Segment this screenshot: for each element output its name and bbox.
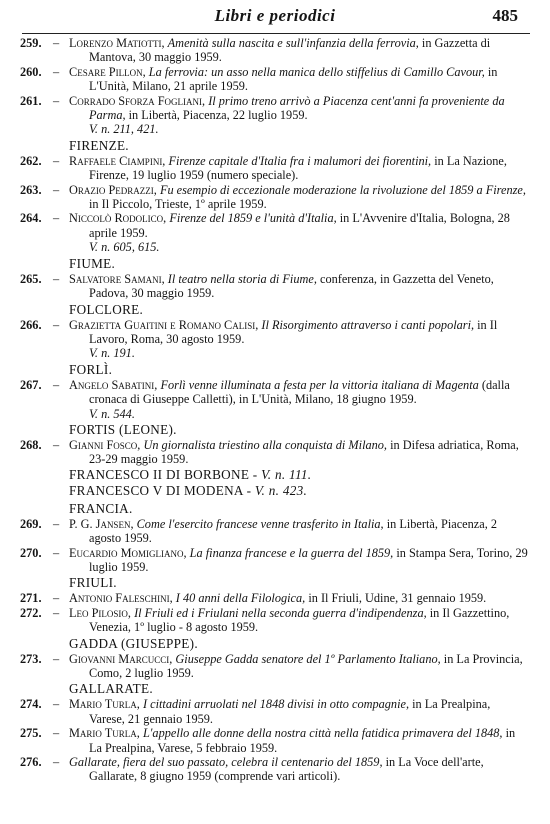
- entry-number: 265.: [20, 271, 42, 286]
- entry-dash: –: [53, 651, 60, 666]
- entry-publication: in La Voce dell'arte, Gallarate, 8 giugno 1959 (comprende vari articoli).: [89, 755, 484, 784]
- entry-title: Il teatro nella storia di Fiume,: [167, 271, 317, 286]
- entry-number: 260.: [20, 64, 42, 79]
- entry-number: 271.: [20, 591, 42, 606]
- bibliography-entry: [20, 517, 528, 546]
- bibliography-list: [0, 36, 550, 784]
- entry-dash: –: [53, 211, 60, 226]
- entry-author: Mario Turla,: [69, 726, 140, 741]
- entry-author: Antonio Faleschini,: [69, 591, 173, 606]
- bibliography-entry: [20, 65, 528, 94]
- running-title: Libri e periodici: [214, 6, 336, 25]
- bibliography-entry: [20, 591, 528, 605]
- entry-publication: in La Provincia, Como, 2 luglio 1959.: [89, 651, 523, 680]
- bibliography-entry: [20, 378, 528, 421]
- section-heading: FRIULI.: [69, 575, 117, 591]
- entry-see-also: V. n. 211, 421.: [89, 122, 159, 137]
- entry-number: 276.: [20, 755, 42, 770]
- entry-dash: –: [53, 697, 60, 712]
- entry-citation: [69, 591, 528, 605]
- entry-title: Il Friuli ed i Friulani nella seconda guerra d'indipendenza,: [134, 605, 427, 620]
- entry-title: Come l'esercito francese venne trasferito in Italia,: [136, 516, 384, 531]
- entry-dash: –: [53, 437, 60, 452]
- entry-publication: in L'Avvenire d'Italia, Bologna, 28 aprile 1959.: [89, 211, 510, 240]
- bibliography-entry: [20, 318, 528, 361]
- entry-title: Amenità sulla nascita e sull'infanzia della ferrovia,: [167, 36, 419, 50]
- bibliography-entry: [20, 606, 528, 635]
- entry-publication: in Gazzetta di Mantova, 30 maggio 1959.: [89, 36, 491, 65]
- entry-publication: in Il Gazzettino, Venezia, 1º luglio - 8 agosto 1959.: [89, 605, 510, 635]
- entry-number: 269.: [20, 516, 42, 531]
- entry-publication: in Libertà, Piacenza, 22 luglio 1959.: [128, 108, 308, 123]
- bibliography-entry: [20, 546, 528, 575]
- xref-subject: FRANCESCO II DI BORBONE -: [69, 466, 258, 482]
- entry-number: 273.: [20, 651, 42, 666]
- bibliography-entry: [20, 272, 528, 301]
- entry-author: Salvatore Samani,: [69, 271, 165, 286]
- entry-dash: –: [53, 36, 60, 50]
- entry-dash: –: [53, 516, 60, 531]
- bibliography-entry: [20, 94, 528, 137]
- entry-see-also: V. n. 544.: [89, 406, 135, 421]
- section-heading: FRANCIA.: [69, 500, 133, 516]
- entry-publication: in L'Unità, Milano, 21 aprile 1959.: [89, 64, 498, 94]
- entry-dash: –: [53, 377, 60, 392]
- entry-see-also: V. n. 191.: [89, 346, 135, 361]
- bibliography-entry: [20, 36, 528, 65]
- entry-dash: –: [53, 755, 60, 770]
- bibliography-entry: [20, 697, 528, 726]
- entry-number: 272.: [20, 605, 42, 620]
- entry-title: Fu esempio di eccezionale moderazione la rivoluzione del 1859 a Firenze,: [159, 182, 526, 197]
- page-header: [0, 6, 550, 30]
- entry-title: La ferrovia: un asso nella manica dello stiffelius di Camillo Cavour,: [148, 64, 485, 79]
- entry-citation: [69, 272, 528, 301]
- entry-number: 262.: [20, 153, 42, 168]
- entry-citation: [69, 606, 528, 635]
- entry-citation: [69, 65, 528, 94]
- bibliography-entry: [20, 183, 528, 212]
- section-heading: FORLÌ.: [69, 361, 113, 377]
- entry-publication: in La Nazione, Firenze, 19 luglio 1959 (numero speciale).: [89, 153, 507, 183]
- entry-number: 268.: [20, 437, 42, 452]
- entry-citation: [69, 517, 528, 546]
- entry-number: 270.: [20, 545, 42, 560]
- section-heading: FIUME.: [69, 255, 116, 271]
- entry-dash: –: [53, 726, 60, 741]
- entry-publication: in Il Lavoro, Roma, 30 agosto 1959.: [89, 317, 498, 346]
- entry-citation: [69, 318, 528, 347]
- entry-publication: in La Prealpina, Varese, 21 gennaio 1959.: [89, 697, 491, 726]
- entry-dash: –: [53, 93, 60, 108]
- xref-subject: FRANCESCO V DI MODENA -: [69, 483, 252, 499]
- bibliography-entry: [20, 755, 528, 784]
- section-heading: GADDA (GIUSEPPE).: [69, 635, 198, 651]
- section-heading: FOLCLORE.: [69, 301, 144, 317]
- entry-publication: conferenza, in Gazzetta del Veneto, Padova, 30 maggio 1959.: [89, 271, 494, 301]
- entry-citation: [69, 36, 528, 65]
- entry-author: P. G. Jansen,: [69, 516, 134, 531]
- entry-author: Giovanni Marcucci,: [69, 651, 173, 666]
- entry-citation: [69, 438, 528, 467]
- entry-title: Giuseppe Gadda senatore del 1º Parlamento Italiano,: [175, 651, 441, 666]
- bibliography-entry: [20, 726, 528, 755]
- entry-title: L'appello alle donne della nostra città nella fatidica primavera del 1848,: [142, 726, 503, 741]
- entry-title: Firenze del 1859 e l'unità d'Italia,: [169, 211, 337, 226]
- entry-title: Un giornalista triestino alla conquista di Milano,: [143, 437, 388, 452]
- entry-dash: –: [53, 317, 60, 332]
- entry-citation: [69, 652, 528, 681]
- entry-author: Angelo Sabatini,: [69, 377, 158, 392]
- entry-author: Mario Turla,: [69, 697, 140, 712]
- entry-author: Lorenzo Matiotti,: [69, 36, 165, 50]
- entry-number: 267.: [20, 377, 42, 392]
- entry-publication: in La Prealpina, Varese, 5 febbraio 1959.: [89, 726, 516, 755]
- entry-title: Il Risorgimento attraverso i canti popolari,: [261, 317, 475, 332]
- section-heading: FORTIS (LEONE).: [69, 421, 177, 437]
- entry-citation: [69, 755, 528, 784]
- entry-title: Forlì venne illuminata a festa per la vittoria italiana di Magenta: [160, 377, 479, 392]
- entry-citation: [69, 154, 528, 183]
- entry-see-also: V. n. 605, 615.: [89, 240, 160, 255]
- cross-reference-heading: [69, 467, 550, 484]
- entry-author: Orazio Pedrazzi,: [69, 182, 157, 197]
- entry-title: Gallarate, fiera del suo passato, celebra il centenario del 1859,: [69, 755, 383, 770]
- bibliography-entry: [20, 211, 528, 254]
- entry-number: 259.: [20, 36, 42, 50]
- entry-title: La finanza francese e la guerra del 1859,: [189, 545, 394, 560]
- entry-citation: [69, 211, 528, 240]
- entry-author: Raffaele Ciampini,: [69, 153, 166, 168]
- entry-citation: [69, 726, 528, 755]
- section-heading: GALLARATE.: [69, 681, 153, 697]
- entry-citation: [69, 697, 528, 726]
- page-number: 485: [492, 6, 518, 25]
- entry-author: Grazietta Guaitini e Romano Calisi,: [69, 317, 259, 332]
- entry-number: 263.: [20, 182, 42, 197]
- entry-citation: [69, 94, 528, 123]
- entry-citation: [69, 183, 528, 212]
- entry-number: 274.: [20, 697, 42, 712]
- entry-author: Niccolò Rodolico,: [69, 211, 167, 226]
- entry-dash: –: [53, 545, 60, 560]
- section-heading: FIRENZE.: [69, 137, 129, 153]
- entry-title: I cittadini arruolati nel 1848 divisi in otto compagnie,: [142, 697, 410, 712]
- entry-publication: in Il Piccolo, Trieste, 1º aprile 1959.: [89, 197, 267, 212]
- entry-publication: in Il Friuli, Udine, 31 gennaio 1959.: [308, 591, 487, 606]
- entry-dash: –: [53, 182, 60, 197]
- entry-publication: in Difesa adriatica, Roma, 23-29 maggio 1959.: [89, 437, 519, 467]
- entry-publication: in Libertà, Piacenza, 2 agosto 1959.: [89, 516, 498, 546]
- entry-title: I 40 anni della Filologica,: [175, 591, 306, 606]
- header-rule: [22, 33, 530, 34]
- entry-dash: –: [53, 64, 60, 79]
- entry-author: Leo Pilosio,: [69, 605, 131, 620]
- entry-number: 264.: [20, 211, 42, 226]
- entry-number: 266.: [20, 317, 42, 332]
- cross-reference-heading: [69, 483, 550, 500]
- bibliography-entry: [20, 438, 528, 467]
- xref-target: V. n. 423.: [254, 483, 308, 499]
- entry-dash: –: [53, 271, 60, 286]
- entry-number: 275.: [20, 726, 42, 741]
- bibliography-entry: [20, 154, 528, 183]
- entry-title: Firenze capitale d'Italia fra i malumori dei fiorentini,: [168, 153, 432, 168]
- entry-dash: –: [53, 153, 60, 168]
- entry-author: Gianni Fosco,: [69, 437, 141, 452]
- entry-author: Corrado Sforza Fogliani,: [69, 93, 206, 108]
- entry-title: Il primo treno arrivò a Piacenza cent'anni fa proveniente da Parma,: [89, 93, 505, 123]
- entry-dash: –: [53, 605, 60, 620]
- entry-citation: [69, 378, 528, 407]
- entry-author: Eucardio Momigliano,: [69, 545, 187, 560]
- entry-publication: (dalla cronaca di Giuseppe Calletti), in L'Unità, Milano, 18 giugno 1959.: [89, 377, 510, 407]
- xref-target: V. n. 111.: [261, 466, 312, 482]
- entry-author: Cesare Pillon,: [69, 64, 146, 79]
- entry-number: 261.: [20, 93, 42, 108]
- bibliography-entry: [20, 652, 528, 681]
- entry-publication: in Stampa Sera, Torino, 29 luglio 1959.: [89, 545, 528, 574]
- entry-citation: [69, 546, 528, 575]
- entry-dash: –: [53, 591, 60, 606]
